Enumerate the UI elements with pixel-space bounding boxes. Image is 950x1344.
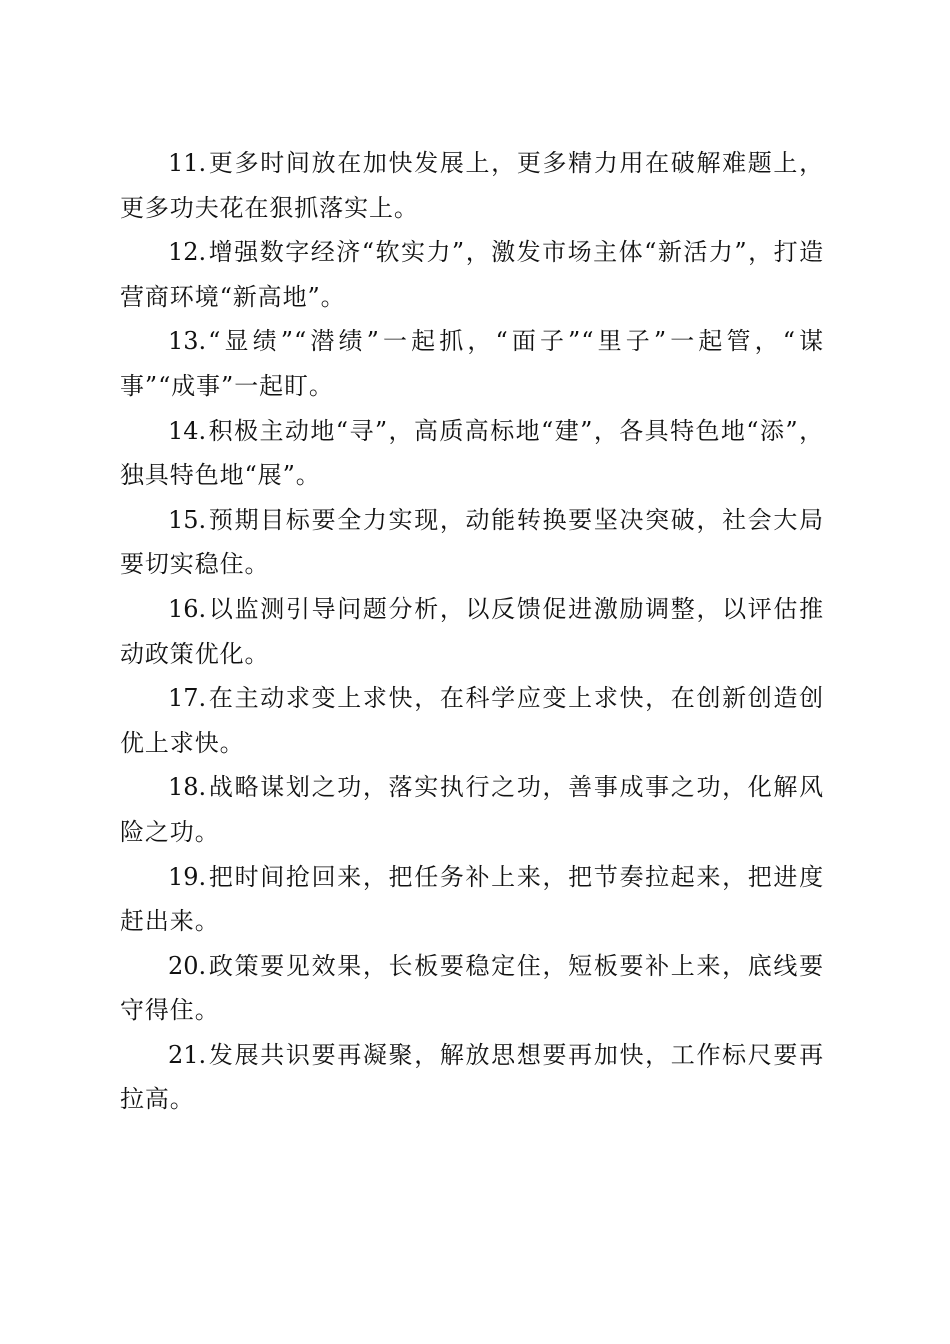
paragraph-15 — [120, 498, 824, 587]
item-text: 更多时间放在加快发展上，更多精力用在破解难题上，更多功夫花在狠抓落实上。 — [120, 149, 824, 222]
paragraph-17 — [120, 676, 824, 765]
item-number: 13. — [168, 327, 207, 356]
paragraph-19 — [120, 855, 824, 944]
item-text: 战略谋划之功，落实执行之功，善事成事之功，化解风险之功。 — [120, 773, 824, 846]
paragraph-13 — [120, 319, 824, 408]
item-number: 14. — [168, 416, 207, 445]
item-text: 把时间抢回来，把任务补上来，把节奏拉起来，把进度赶出来。 — [120, 862, 824, 936]
item-text: 以监测引导问题分析，以反馈促进激励调整，以评估推动政策优化。 — [120, 594, 824, 668]
paragraph-18 — [120, 765, 824, 854]
paragraph-21 — [120, 1033, 824, 1122]
document-body — [120, 141, 824, 1122]
item-number: 20. — [168, 951, 207, 980]
item-text: “显绩”“潜绩”一起抓，“面子”“里子”一起管，“谋事”“成事”一起盯。 — [120, 327, 824, 400]
paragraph-11 — [120, 141, 824, 230]
item-number: 12. — [168, 238, 207, 267]
paragraph-12 — [120, 230, 824, 319]
item-number: 15. — [168, 505, 207, 534]
item-number: 16. — [168, 594, 207, 623]
item-text: 积极主动地“寻”，高质高标地“建”，各具特色地“添”，独具特色地“展”。 — [120, 416, 824, 490]
paragraph-16 — [120, 587, 824, 676]
item-number: 11. — [168, 149, 207, 177]
paragraph-14 — [120, 409, 824, 498]
paragraph-20 — [120, 944, 824, 1033]
item-text: 增强数字经济“软实力”，激发市场主体“新活力”，打造营商环境“新高地”。 — [120, 238, 824, 311]
item-number: 21. — [168, 1040, 207, 1069]
item-text: 预期目标要全力实现，动能转换要坚决突破，社会大局要切实稳住。 — [120, 505, 824, 579]
item-text: 政策要见效果，长板要稳定住，短板要补上来，底线要守得住。 — [120, 951, 824, 1025]
item-number: 19. — [168, 862, 207, 891]
item-number: 18. — [168, 773, 207, 802]
item-text: 在主动求变上求快，在科学应变上求快，在创新创造创优上求快。 — [120, 684, 824, 757]
item-number: 17. — [168, 684, 207, 713]
item-text: 发展共识要再凝聚，解放思想要再加快，工作标尺要再拉高。 — [120, 1040, 824, 1114]
